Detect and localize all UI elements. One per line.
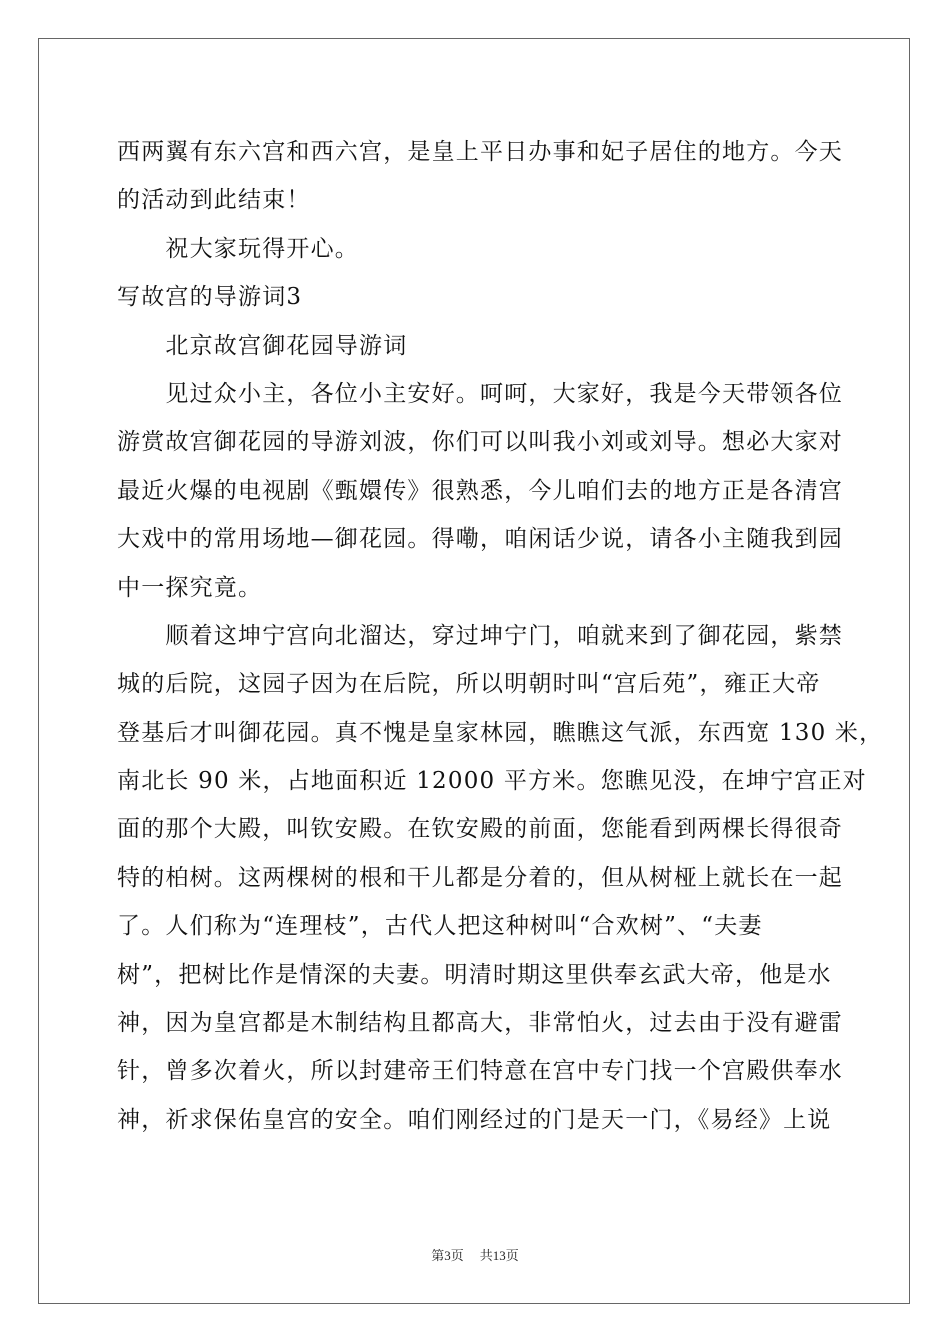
text-line: 特的柏树。这两棵树的根和干儿都是分着的，但从树桠上就长在一起 <box>117 864 843 891</box>
text-line: 登基后才叫御花园。真不愧是皇家林园，瞧瞧这气派，东西宽 130 米， <box>117 719 884 746</box>
text-line: 南北长 90 米，占地面积近 12000 平方米。您瞧见没，在坤宁宫正对 <box>117 768 867 795</box>
text-line: 针，曾多次着火，所以封建帝王们特意在宫中专门找一个宫殿供奉水 <box>117 1058 843 1085</box>
text-line: 树”，把树比作是情深的夫妻。明清时期这里供奉玄武大帝，他是水 <box>117 961 832 988</box>
page-footer <box>0 1248 950 1264</box>
text-line: 祝大家玩得开心。 <box>117 235 359 262</box>
document-body <box>117 128 884 1144</box>
text-line: 神，因为皇宫都是木制结构且都高大，非常怕火，过去由于没有避雷 <box>117 1010 843 1037</box>
text-line: 游赏故宫御花园的导游刘波，你们可以叫我小刘或刘导。想必大家对 <box>117 429 843 456</box>
total-pages: 共13页 <box>479 1248 519 1263</box>
section-heading: 写故宫的导游词3 <box>117 284 303 311</box>
article-title: 北京故宫御花园导游词 <box>117 332 408 359</box>
text-line: 城的后院，这园子因为在后院，所以明朝时叫“宫后苑”，雍正大帝 <box>117 671 821 698</box>
text-line: 的活动到此结束！ <box>117 187 311 214</box>
text-line: 了。人们称为“连理枝”，古代人把这种树叫“合欢树”、“夫妻 <box>117 913 763 940</box>
text-line: 神，祈求保佑皇宫的安全。咱们刚经过的门是天一门，《易经》上说 <box>117 1106 832 1133</box>
text-line: 西两翼有东六宫和西六宫，是皇上平日办事和妃子居住的地方。今天 <box>117 139 843 165</box>
text-line: 最近火爆的电视剧《甄嬛传》很熟悉，今儿咱们去的地方正是各清宫 <box>117 477 843 504</box>
text-line: 见过众小主，各位小主安好。呵呵，大家好，我是今天带领各位 <box>117 380 843 407</box>
text-line: 面的那个大殿，叫钦安殿。在钦安殿的前面，您能看到两棵长得很奇 <box>117 816 843 843</box>
text-line: 中一探究竟。 <box>117 574 263 601</box>
page-number: 第3页 <box>431 1248 464 1263</box>
text-line: 大戏中的常用场地—御花园。得嘞，咱闲话少说，请各小主随我到园 <box>117 526 843 553</box>
text-line: 顺着这坤宁宫向北溜达，穿过坤宁门，咱就来到了御花园，紫禁 <box>117 622 843 649</box>
